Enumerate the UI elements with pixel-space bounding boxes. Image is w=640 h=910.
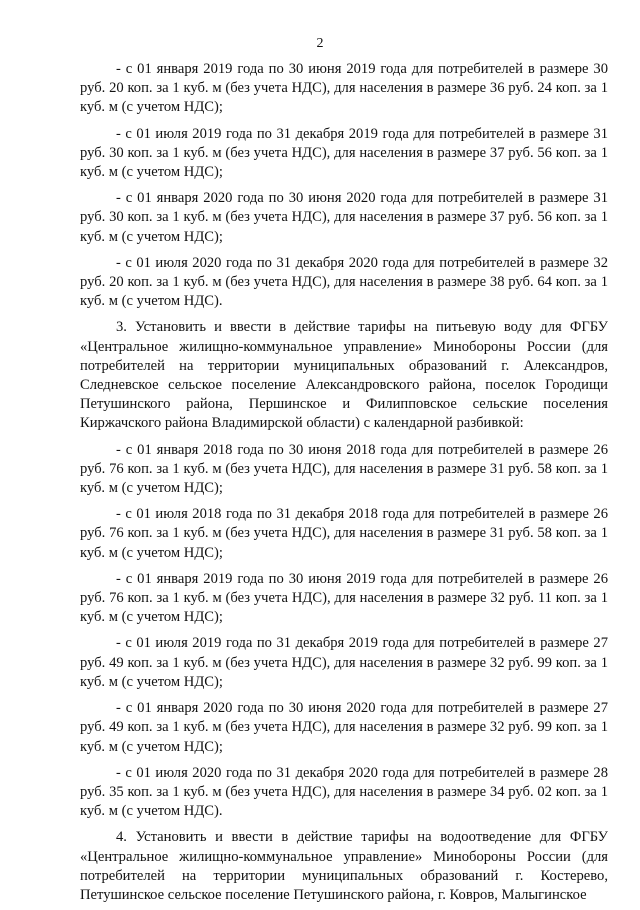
document-body [80,60,608,910]
paragraph-water-2019-h2: - с 01 июля 2019 года по 31 декабря 2019 года для потребителей в размере 27 руб. 49 коп. за 1 куб. м (без учета НДС), для населения в размере 32 руб. 99 коп. за 1 куб. м (с учетом НДС); [80,635,608,690]
paragraph-tariff-2020-h2: - с 01 июля 2020 года по 31 декабря 2020 года для потребителей в размере 32 руб. 20 коп. за 1 куб. м (без учета НДС), для населения в размере 38 руб. 64 коп. за 1 куб. м (с учетом НДС). [80,254,608,310]
paragraph-water-2020-h1: - с 01 января 2020 года по 30 июня 2020 года для потребителей в размере 27 руб. 49 коп. за 1 куб. м (без учета НДС), для населения в размере 32 руб. 99 коп. за 1 куб. м (с учетом НДС); [80,700,608,755]
paragraph-item-4: 4. Установить и ввести в действие тарифы на водоотведение для ФГБУ «Центральное жилищно-коммунальное управление» Минобороны России (для потребителей на территории муниципальных образований г. Костерево, Петушинское сельское поселение Петушинского района, г. Ковров, Малыгинское [80,829,608,903]
paragraph-water-2020-h2: - с 01 июля 2020 года по 31 декабря 2020 года для потребителей в размере 28 руб. 35 коп. за 1 куб. м (без учета НДС), для населения в размере 34 руб. 02 коп. за 1 куб. м (с учетом НДС). [80,764,608,820]
paragraph-water-2018-h1: - с 01 января 2018 года по 30 июня 2018 года для потребителей в размере 26 руб. 76 коп. за 1 куб. м (без учета НДС), для населения в размере 31 руб. 58 коп. за 1 куб. м (с учетом НДС); [80,441,608,497]
paragraph-water-2018-h2: - с 01 июля 2018 года по 31 декабря 2018 года для потребителей в размере 26 руб. 76 коп. за 1 куб. м (без учета НДС), для населения в размере 31 руб. 58 коп. за 1 куб. м (с учетом НДС); [80,506,608,561]
page-number: 2 [316,36,324,51]
paragraph-tariff-2019-h1: - с 01 января 2019 года по 30 июня 2019 года для потребителей в размере 30 руб. 20 коп. за 1 куб. м (без учета НДС), для населения в размере 36 руб. 24 коп. за 1 куб. м (с учетом НДС); [80,61,608,116]
paragraph-tariff-2020-h1: - с 01 января 2020 года по 30 июня 2020 года для потребителей в размере 31 руб. 30 коп. за 1 куб. м (без учета НДС), для населения в размере 37 руб. 56 коп. за 1 куб. м (с учетом НДС); [80,190,608,245]
paragraph-tariff-2019-h2: - с 01 июля 2019 года по 31 декабря 2019 года для потребителей в размере 31 руб. 30 коп. за 1 куб. м (без учета НДС), для населения в размере 37 руб. 56 коп. за 1 куб. м (с учетом НДС); [80,125,608,181]
paragraph-water-2019-h1: - с 01 января 2019 года по 30 июня 2019 года для потребителей в размере 26 руб. 76 коп. за 1 куб. м (без учета НДС), для населения в размере 32 руб. 11 коп. за 1 куб. м (с учетом НДС); [80,570,608,626]
paragraph-item-3: 3. Установить и ввести в действие тарифы на питьевую воду для ФГБУ «Центральное жилищно-коммунальное управление» Минобороны России (для потребителей на территории муниципальных образований г. Александров, Следневское сельское поселение Александровского района, поселок Городищи Петушинского района, Першинское и Филипповское сельские поселения Киржачского района Владимирской области) с календарной разбивкой: [80,319,608,432]
